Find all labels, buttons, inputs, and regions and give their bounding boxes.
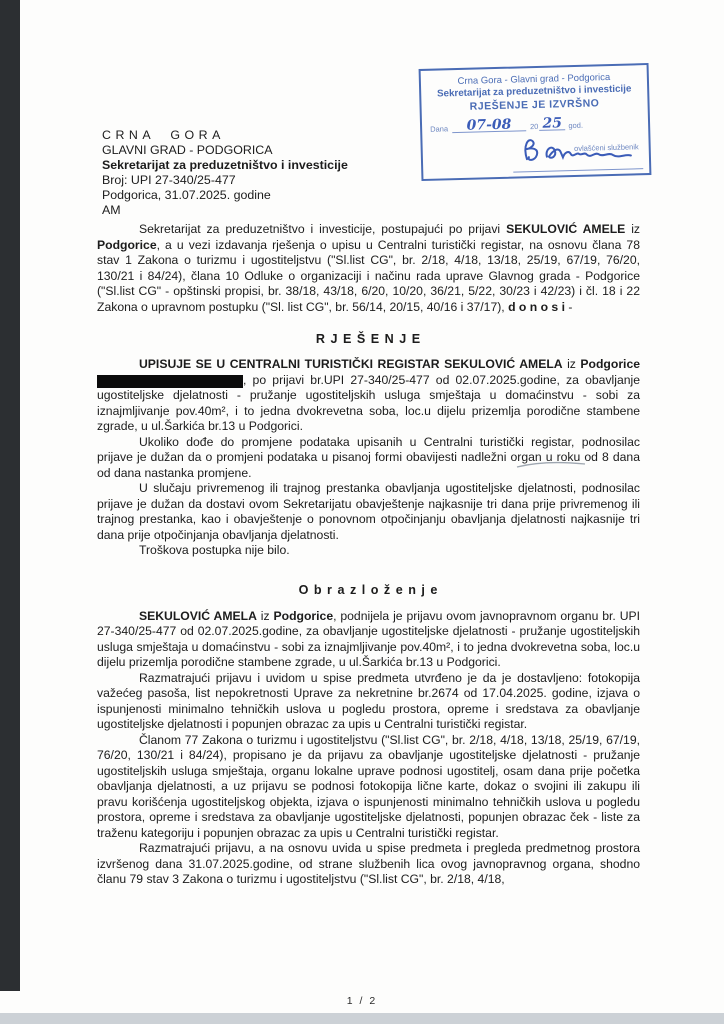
pen-underline-mark [515,459,587,469]
letterhead-place-date: Podgorica, 31.07.2025. godine [102,188,271,202]
explanation-paragraph-application: SEKULOVIĆ AMELA iz Podgorice, podnijela je prijavu ovom javnopravnom organu br. UPI 27-340/25-477 od 02.07.2025.godine, za obavljanje ugostiteljske djelatnosti - pružanje ugostiteljskih usluga smještaja u domaćinstvu - sobi za iznajmljivanje pov.40m², i to jedna dvokrevetna soba, loc.u dijelu prizemlja porodične stambene zgrade, u ul.Šarkića br.13 u Podgorici. [97,608,641,669]
decision-paragraph-costs: Troškova postupka nije bilo. [139,543,290,557]
stamp-line-authority: Crna Gora - Glavni grad - Podgorica [457,72,611,88]
stamp-officer-label: ovlašćeni službenik [573,142,639,153]
stamp-date-label: Dana [430,124,449,134]
stamp-handwritten-year: 25 [542,115,563,132]
intro-paragraph: Sekretarijat za preduzetništvo i investicije, postupajući po prijavi SEKULOVIĆ AMELE iz Podgorice, a u vezi izdavanja rješenja o upisu u Centralni turistički registar, na osnovu člana 78 stav 1 Zakona o turizmu i ugostiteljstvu ("Sl.list CG", br. 2/18, 4/18, 13/18, 25/19, 67/19, 76/20, 130/21 i 84/24), člana 10 Odluke o organizaciji i načinu rada uprave Glavnog grada - Podgorice ("Sl.list CG" - opštinski propisi, br. 38/18, 43/18, 6/20, 10/20, 36/21, 5/22, 30/23 i 42/23) i čl. 18 i 22 Zakona o upravnom postupku ("Sl. list CG", br. 56/14, 20/15, 40/16 i 37/17), d o n o s i - [97,222,640,314]
letterhead-case-number: Broj: UPI 27-340/25-477 [102,173,236,187]
scan-edge-left [0,0,20,991]
letterhead [102,128,640,218]
redaction-box [97,375,243,388]
letterhead-initials: AM [102,203,121,217]
stamp-year-prefix: 20 [529,121,539,132]
stamp-line-secretariat: Sekretarijat za preduzetništvo i investicije [436,83,632,100]
letterhead-city: GLAVNI GRAD - PODGORICA [102,143,273,157]
document-page [97,128,640,888]
scan-edge-bottom [0,1013,724,1024]
decision-heading: R J E Š E N J E [315,332,422,346]
decision-paragraph-registration: UPISUJE SE U CENTRALNI TURISTIČKI REGISTAR SEKULOVIĆ AMELA iz Podgorice , po prijavi br.UPI 27-340/25-477 od 02.07.2025.godine, za obavljanje ugostiteljske djelatnosti - pružanje ugostiteljskih usluga smještaja u domaćinstvu - sobi za iznajmljivanje pov.40m², i to jedna dvokrevetna soba, loc.u dijelu prizemlja porodične stambene zgrade, u ul.Šarkića br.13 u Podgorici. [97,357,640,433]
decision-paragraph-cessation: U slučaju privremenog ili trajnog prestanka obavljanja ugostiteljske djelatnosti, podnosilac prijave je dužan da dostavi ovom Sekretarijatu obavještenje najkasnije tri dana prije privremenog ili trajnog prestanka, kao i obavještenje o ponovnom otpočinjanju obavljanja djelatnosti najkasnije tri dana prije otpočinjanja obavljanja djelatnosti. [97,481,640,542]
letterhead-country: CRNA GORA [102,128,225,142]
stamp-line-executed: RJEŠENJE JE IZVRŠNO [469,97,600,113]
stamp-handwritten-date: 07-08 [466,116,512,134]
decision-paragraph-data-change: Ukoliko dođe do promjene podataka upisanih u Centralni turistički registar, podnosilac prijave je dužan da o promjeni podataka u pisanoj formi obavijesti nadležni organ u roku od 8 dana od dana nastanka promjene. [97,434,640,480]
page-number: 1 / 2 [346,995,378,1007]
explanation-heading: O b r a z l o ž e n j e [298,582,439,597]
letterhead-org: Sekretarijat za preduzetništvo i investicije [102,158,348,172]
explanation-paragraph-evidence: Razmatrajući prijavu i uvidom u spise predmeta utvrđeno je da je dostavljeno: fotokopija važećeg pasoša, list nepokretnosti Uprave za nekretnine br.2674 od 17.04.2025. godine, izjava o ispunjenosti minimalno tehničkih uslova u pogledu prostora, opreme i sredstava za obavljanje ugostiteljske djelatnosti i popunjen obrazac za upis u Centralni turistički registar. [97,670,640,731]
explanation-paragraph-inspection: Razmatrajući prijavu, a na osnovu uvida u spise predmeta i pregleda predmetnog prostora izvršenog dana 31.07.2025.godine, od strane službenih lica ovog javnopravnog organa, shodno članu 79 stav 3 Zakona o turizmu i ugostiteljstvu ("Sl.list CG", br. 2/18, 4/18, [97,841,640,886]
stamp-year-suffix: god. [568,120,584,131]
explanation-paragraph-article77: Članom 77 Zakona o turizmu i ugostiteljstvu ("Sl.list CG", br. 2/18, 4/18, 13/18, 25/19, 67/19, 76/20, 130/21 i 84/24), propisano je da prijavu za obavljanje ugostiteljske djelatnosti - pružanje ugostiteljskih usluga smještaja, organu lokalne uprave podnosi ugostitelj, osam dana prije početka obavljanja djelatnosti, a uz prijavu se podnosi fotokopija lične karte, dokaz o svojini ili zakupu ili pravu korišćenja ugostiteljskog objekta, izjava o ispunjenosti minimalno tehničkih uslova u pogledu prostora, opreme i sredstava za obavljanje ugostiteljske djelatnosti, popunjen obrazac ček - liste za traženu kategoriju i popunjen obrazac za upis u Centralni turistički registar. [97,732,640,840]
